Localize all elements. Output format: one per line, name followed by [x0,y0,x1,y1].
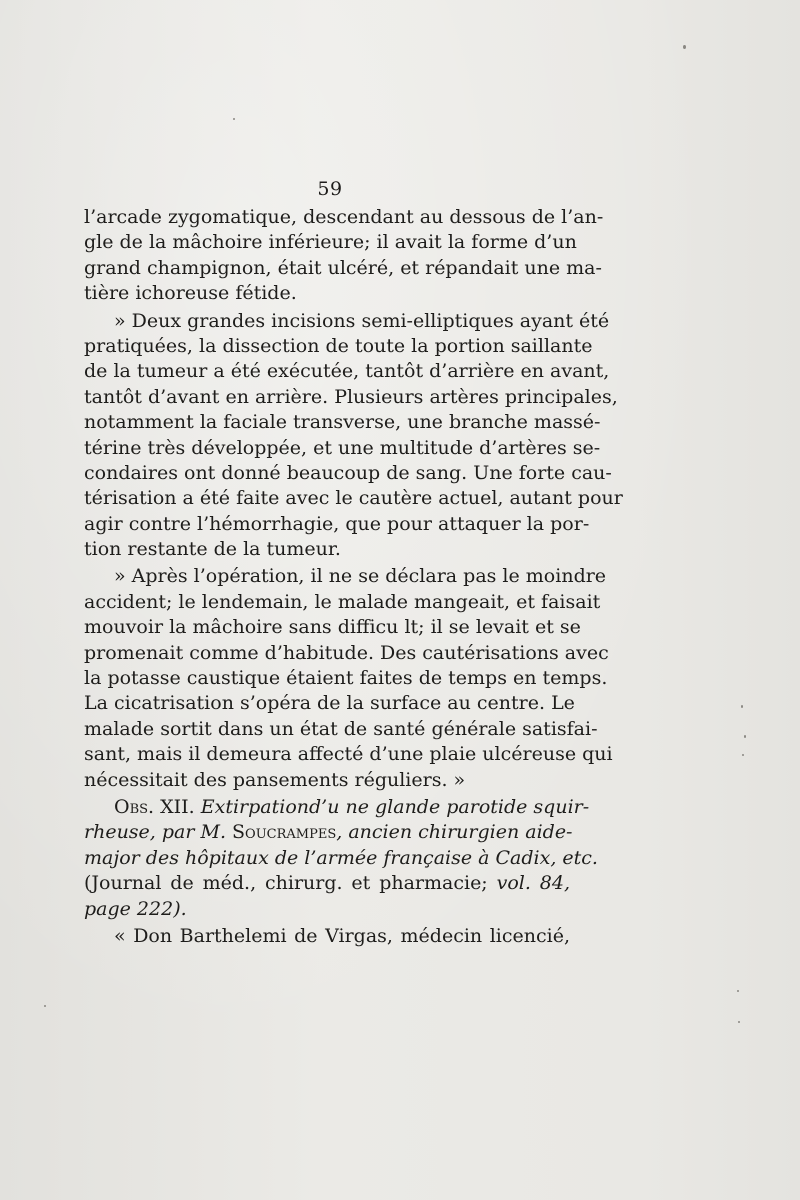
text-line: térine très développée, et une multitude d’artères se- [84,436,601,459]
text-line: agir contre l’hémorrhagie, que pour attaquer la por- [84,512,590,535]
observation-label: Obs. XII. [114,795,195,818]
observation-author: Soucrampes [232,821,337,844]
observation-title-line [84,846,598,871]
text-line: malade sortit dans un état de santé générale satisfai- [84,717,598,740]
text-line: gle de la mâchoire inférieure; il avait la forme d’un [84,231,577,254]
observation-title-line [84,820,573,845]
text-line: térisation a été faite avec le cautère actuel, autant pour [84,487,623,510]
text-line: accident; le lendemain, le malade mangeait, et faisait [84,590,601,613]
text-line: tière ichoreuse fétide. [84,282,297,305]
text-line: » Après l’opération, il ne se déclara pas le moindre [114,565,607,588]
text-line: tantôt d’avant en arrière. Plusieurs artères principales, [84,385,618,408]
text-line: la potasse caustique étaient faites de temps en temps. [84,667,608,690]
closing-line: « Don Barthelemi de Virgas, médecin licencié, [114,924,570,947]
text-line: sant, mais il demeura affecté d’une plaie ulcéreuse qui [84,743,613,766]
text-line: mouvoir la mâchoire sans difficu lt; il se levait et se [84,616,581,639]
observation-title-part: , ancien chirurgien aide- [336,821,573,844]
journal-page [84,897,570,922]
body-text [84,205,623,949]
journal-name: (Journal de méd., chirurg. et pharmacie; [84,872,488,895]
text-line: grand champignon, était ulcéré, et répandait une ma- [84,256,602,279]
text-line: notamment la faciale transverse, une branche massé- [84,411,601,434]
text-line: tion restante de la tumeur. [84,538,341,561]
text-line: » Deux grandes incisions semi-elliptiques ayant été [114,309,610,332]
journal-page-number: page 222). [84,897,187,920]
observation-title-part: rheuse, par M. [84,821,226,844]
text-line: promenait comme d’habitude. Des cautérisations avec [84,641,609,664]
text-line: La cicatrisation s’opéra de la surface au centre. Le [84,692,575,715]
observation-title: Extirpationd’u ne glande parotide squir- [200,795,590,818]
journal-reference [84,871,570,896]
text-line: condaires ont donné beaucoup de sang. Une forte cau- [84,461,612,484]
journal-volume: vol. 84, [496,872,570,895]
page-number: 59 [317,178,343,200]
text-line: l’arcade zygomatique, descendant au dessous de l’an- [84,206,604,228]
observation-title-part: major des hôpitaux de l’armée française à Cadix, etc. [84,846,598,869]
observation-heading [84,795,590,820]
text-line: de la tumeur a été exécutée, tantôt d’arrière en avant, [84,360,610,383]
text-line: pratiquées, la dissection de toute la portion saillante [84,334,593,357]
text-line: nécessitait des pansements réguliers. » [84,768,466,791]
